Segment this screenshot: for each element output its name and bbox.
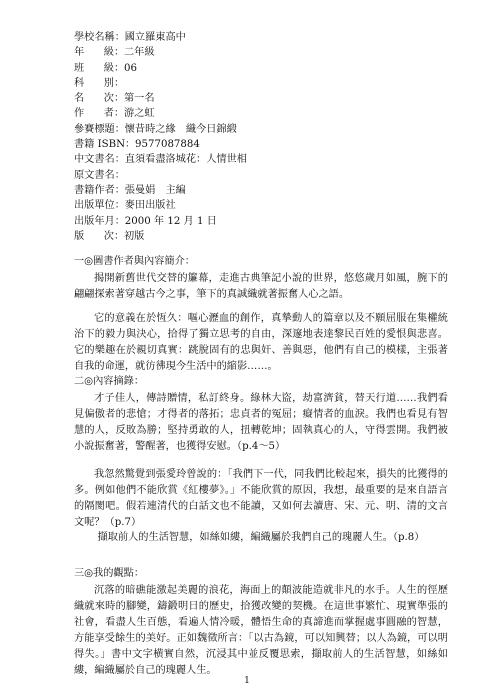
metadata-label: 年級 — [74, 47, 114, 59]
metadata-row — [74, 30, 454, 45]
section-excerpts — [74, 374, 448, 531]
metadata-row — [74, 229, 454, 244]
metadata-value: 2000 年 12 月 1 日 — [124, 215, 217, 227]
metadata-row — [74, 152, 454, 167]
metadata-separator: ： — [114, 230, 125, 242]
section-opinion — [74, 566, 448, 679]
metadata-label: 書籍作者 — [74, 184, 115, 196]
metadata-label: 版次 — [74, 230, 114, 242]
paragraph: 沉落的暗礁能激起美麗的浪花，海面上的顛波能造就非凡的水手。人生的徑歷織就來時的腳變，鑄鍛明日的歷史，拾獲改變的契機。在這世事繁忙、現實準張的社會，看盡人生百態，看遍人情冷暖，體悟生命的真諦進而掌握處事圓融的智慧，方能享受餘生的美好。正如魏徵所言：「以古為鏡，可以知興替；以人為鏡，可以明得失。」書中文字横實自然，沉浸其中並反覆思索，擷取前人的生活智慧，如絲如縷，編織屬於自己的瑰麗人生。 — [74, 585, 448, 676]
metadata-value: 9577087884 — [135, 139, 200, 151]
metadata-label: 書籍 ISBN — [74, 139, 126, 151]
paragraph: 揭開新舊世代交替的簾幕，走進古典筆記小說的世界，悠悠歲月如風，腕下的翩翩探索著穿越古今之事，筆下的真誠織就著振奮人心之語。 — [74, 273, 448, 300]
metadata-row — [74, 183, 454, 198]
section-intro — [74, 254, 448, 375]
metadata-label: 班級 — [74, 62, 114, 74]
metadata-separator: ： — [114, 184, 125, 196]
metadata-value: 二年級 — [124, 47, 155, 59]
metadata-label: 名次 — [74, 93, 114, 105]
metadata-label: 學校名稱 — [74, 32, 115, 43]
metadata-value: 游之虹 — [124, 108, 155, 120]
metadata-row — [74, 198, 454, 213]
metadata-label: 出版年月 — [74, 215, 115, 227]
metadata-separator: ： — [114, 93, 125, 105]
metadata-separator: ： — [114, 77, 125, 89]
section-quote — [74, 530, 448, 546]
metadata-separator: ： — [114, 47, 125, 59]
metadata-label: 科別 — [74, 77, 114, 89]
centered-quote: 擷取前人的生活智慧，如絲如縷，編織屬於我們自己的瑰麗人生。（p.8） — [97, 532, 425, 543]
metadata-separator: ： — [114, 215, 125, 227]
metadata-value: 初版 — [124, 230, 145, 242]
metadata-value: 國立羅東高中 — [124, 32, 186, 43]
page-number: 1 — [244, 676, 250, 686]
metadata-value: 第一名 — [124, 93, 155, 105]
metadata-row — [74, 122, 454, 137]
metadata-separator: ： — [114, 108, 125, 120]
metadata-row — [74, 61, 454, 76]
section-heading: 二◎內容摘錄： — [74, 376, 145, 387]
metadata-block — [74, 30, 454, 244]
metadata-separator: ： — [114, 200, 125, 212]
metadata-row — [74, 106, 454, 121]
metadata-separator: ： — [114, 32, 125, 43]
metadata-label: 作者 — [74, 108, 114, 120]
metadata-row — [74, 45, 454, 60]
metadata-row — [74, 214, 454, 229]
metadata-value: 麥田出版社 — [124, 200, 176, 212]
metadata-separator: ： — [114, 123, 125, 135]
metadata-separator: ： — [114, 154, 125, 166]
section-heading: 一◎圖書作者與內容簡介： — [74, 256, 195, 267]
metadata-value: 06 — [124, 62, 137, 74]
metadata-label: 中文書名 — [74, 154, 115, 166]
paragraph: 它的意義在於恆久：嘔心瀝血的創作，真摯動人的篇章以及不願屈服在集權統治下的毅力與決心，拾得了獨立思考的自由，深邃地表達黎民百姓的愛恨與悲喜。它的樂趣在於親切真實：跳脫固有的忠與奸、善與惡，他們有自己的模樣，主張著自我的命運，就彷彿現今生活中的縮影……。 — [74, 313, 448, 372]
metadata-value: 直須看盡洛城花：人情世相 — [124, 154, 247, 166]
metadata-row — [74, 137, 454, 152]
metadata-row — [74, 91, 454, 106]
metadata-separator: ： — [114, 62, 125, 74]
paragraph: 才子佳人，傳詩贈情，私訂終身。綠林大盜，劫富濟貧，替天行道……我們看見偏傲者的悲愴；才得者的落拓；忠貞者的冤屈；癡情者的血淚。我們也看見有智慧的人，反敗為勝；堅持勇敢的人，扭轉乾坤；固執真心的人，守得雲開。我們被小說振奮著，警醒著，也獲得安慰。（p.4～5） — [74, 393, 448, 452]
section-heading: 三◎我的觀點： — [74, 568, 145, 579]
metadata-label: 出版單位 — [74, 200, 115, 212]
metadata-row — [74, 76, 454, 91]
metadata-row — [74, 168, 454, 183]
metadata-value: 張曼娟 主編 — [124, 184, 186, 196]
metadata-label: 參賽標題 — [74, 123, 115, 135]
paragraph: 我忽然驚覺到張愛玲曾說的：「我們下一代，同我們比較起來，損失的比獲得的多。例如他們不能欣賞《紅樓夢》。」不能欣賞的原因，我想，最重要的是來自語言的隔閡吧。假若連清代的白話文也不能讀，又如何去讀唐、宋、元、明、清的文言文呢？（p.7） — [74, 469, 448, 528]
metadata-label: 原文書名 — [74, 169, 115, 181]
metadata-separator: ： — [125, 139, 136, 151]
metadata-value: 懷昔時之緣 織今日錦緞 — [124, 123, 237, 135]
metadata-separator: ： — [114, 169, 125, 181]
